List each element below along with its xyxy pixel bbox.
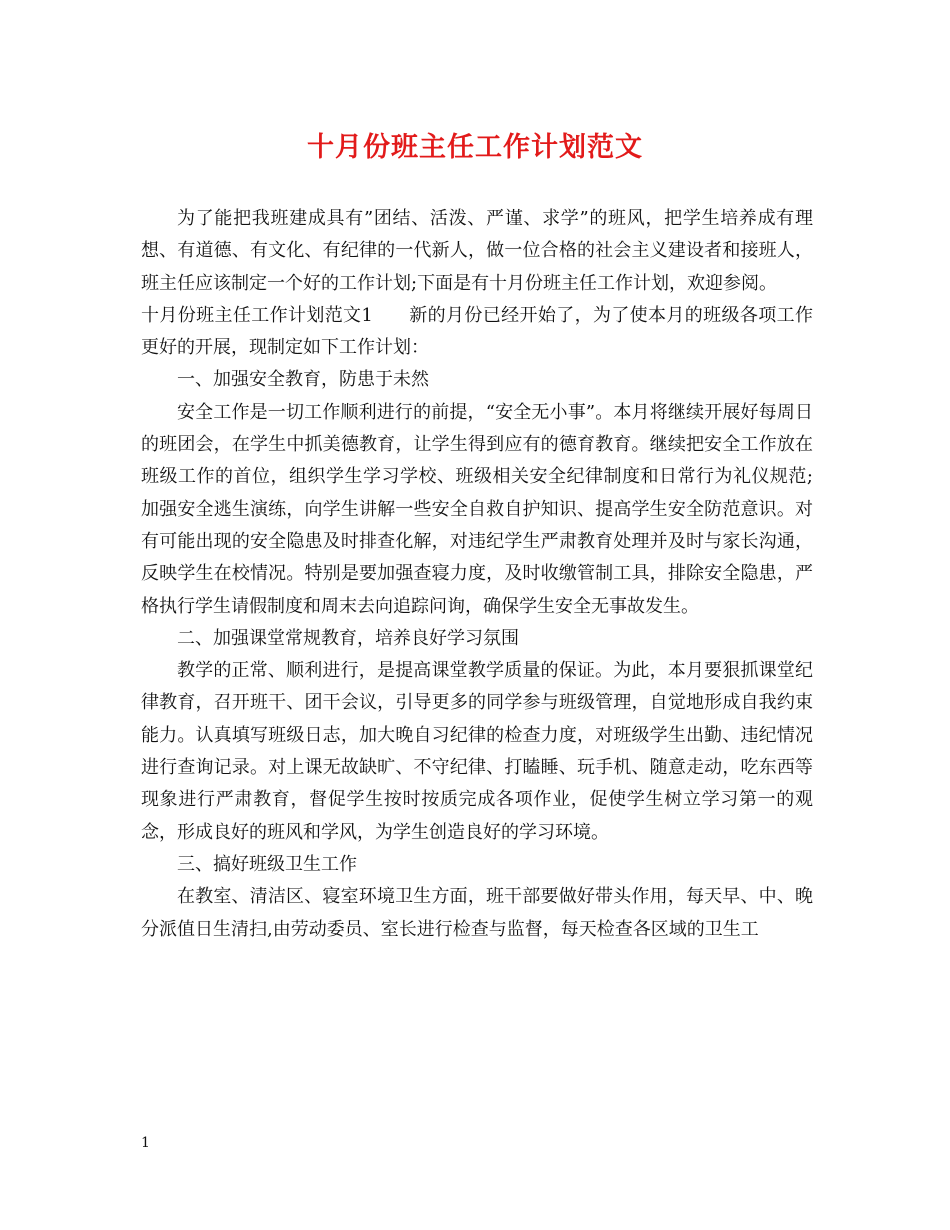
section-body-3: 在教室、清洁区、寝室环境卫生方面，班干部要做好带头作用，每天早、中、晚分派值日生清扫,由劳动委员、室长进行检查与监督，每天检查各区域的卫生工 — [141, 886, 813, 940]
section-heading-3: 三、搞好班级卫生工作 — [177, 853, 357, 875]
page-number: 1 — [141, 1135, 150, 1151]
page-title: 十月份班主任工作计划范文 — [307, 132, 643, 163]
intro-paragraph: 为了能把我班建成具有”团结、活泼、严谨、求学”的班风，把学生培养成有理想、有道德、有文化、有纪律的一代新人，做一位合格的社会主义建设者和接班人，班主任应该制定一个好的工作计划;下面是有十月份班主任工作计划，欢迎参阅。 — [141, 208, 813, 294]
section-heading-2: 二、加强课堂常规教育，培养良好学习氛围 — [177, 627, 519, 649]
subtitle-paragraph — [141, 300, 813, 365]
section-heading-1: 一、加强安全教育，防患于未然 — [177, 369, 429, 391]
section-body-2: 教学的正常、顺利进行，是提高课堂教学质量的保证。为此，本月要狠抓课堂纪律教育，召开班干、团干会议，引导更多的同学参与班级管理，自觉地形成自我约束能力。认真填写班级日志，加大晚自习纪律的检查力度，对班级学生出勤、违纪情况进行查询记录。对上课无故缺旷、不守纪律、打瞌睡、玩手机、随意走动，吃东西等现象进行严肃教育，督促学生按时按质完成各项作业，促使学生树立学习第一的观念，形成良好的班风和学风，为学生创造良好的学习环境。 — [141, 660, 813, 843]
document-body — [141, 203, 813, 946]
subtitle-label: 十月份班主任工作计划范文1 — [141, 304, 373, 326]
subtitle-body: 新的月份已经开始了，为了使本月的班级各项工作更好的开展，现制定如下工作计划： — [141, 304, 814, 359]
section-body-1: 安全工作是一切工作顺利进行的前提，“安全无小事”。本月将继续开展好每周日的班团会，在学生中抓美德教育，让学生得到应有的德育教育。继续把安全工作放在班级工作的首位，组织学生学习学校、班级相关安全纪律制度和日常行为礼仪规范;加强安全逃生演练，向学生讲解一些安全自救自护知识、提高学生安全防范意识。对有可能出现的安全隐患及时排查化解，对违纪学生严肃教育处理并及时与家长沟通，反映学生在校情况。特别是要加强查寝力度，及时收缴管制工具，排除安全隐患，严格执行学生请假制度和周末去向追踪问询，确保学生安全无事故发生。 — [141, 401, 813, 617]
